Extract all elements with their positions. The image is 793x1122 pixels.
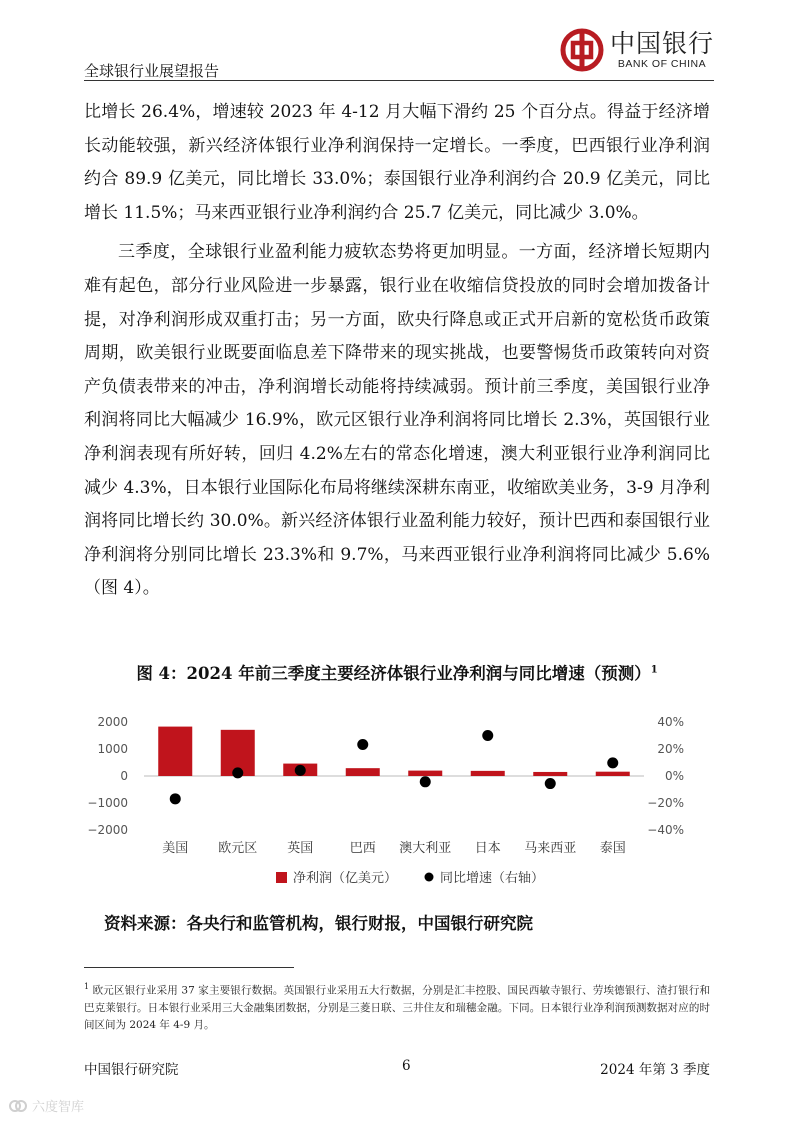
page-number: 6 [402,1058,411,1074]
figure-title-text: 图 4：2024 年前三季度主要经济体银行业净利润与同比增速（预测） [136,664,651,683]
logo-chinese-name: 中国银行 [609,29,714,58]
y-right-tick-label: 0% [664,769,684,783]
paragraph-1: 比增长 26.4%，增速较 2023 年 4-12 月大幅下滑约 25 个百分点。得益于经济增长动能较强，新兴经济体银行业净利润保持一定增长。一季度，巴西银行业净利润约合 89.9 亿美元，同比增长 33.0%；泰国银行业净利润约合 20.9 亿美元，同比增长 11.5%；马来西亚银行业净利润约合 25.7 亿美元，同比减少 3.0%。 [84,102,710,223]
watermark [8,1096,84,1115]
page-header [84,22,714,82]
y-left-tick-label: −2000 [87,823,128,837]
x-category-label: 马来西亚 [524,841,577,856]
logo-english-name: BANK OF CHINA [617,58,707,70]
x-category-label: 日本 [474,841,501,856]
bar-net-profit [346,768,380,776]
bank-of-china-logo [560,22,714,78]
dot-yoy-growth [232,767,243,778]
bar-net-profit [408,771,442,776]
dot-yoy-growth [170,793,181,804]
legend-bar-label: 净利润（亿美元） [293,871,398,886]
x-category-label: 欧元区 [218,841,258,856]
dot-yoy-growth [357,739,368,750]
dot-yoy-growth [545,778,556,789]
x-category-label: 英国 [287,841,314,856]
footnote-rule [84,967,294,968]
y-left-tick-label: 0 [120,769,128,783]
y-right-tick-label: 40% [657,715,684,729]
legend-bar-swatch [276,872,287,883]
bar-net-profit [596,772,630,776]
footnote-marker: 1 [84,982,90,991]
x-category-label: 泰国 [599,841,626,856]
dot-yoy-growth [607,757,618,768]
legend-dot-swatch [425,873,434,882]
watermark-text: 六度智库 [32,1100,85,1115]
y-right-tick-label: −20% [647,796,684,810]
bar-net-profit [471,771,505,776]
footer-org: 中国银行研究院 [84,1062,179,1078]
boc-emblem-icon [560,28,604,72]
x-category-label: 美国 [162,841,189,856]
report-title: 全球银行业展望报告 [84,62,220,80]
data-source: 资料来源：各央行和监管机构，银行财报，中国银行研究院 [104,914,533,933]
y-right-tick-label: −40% [647,823,684,837]
bar-net-profit [158,727,192,776]
footer-period: 2024 年第 3 季度 [600,1062,710,1078]
y-right-tick-label: 20% [657,742,684,756]
dot-yoy-growth [420,776,431,787]
y-left-tick-label: 1000 [97,742,128,756]
footnote [84,978,710,1034]
footnote-text: 欧元区银行业采用 37 家主要银行数据。英国银行业采用五大行数据，分别是汇丰控股、国民西敏寺银行、劳埃德银行、渣打银行和巴克莱银行。日本银行业采用三大金融集团数据，分别是三菱日联、三井住友和瑞穗金融。下同。日本银行业净利润预测数据对应的时间区间为 2024 年 4-9 月。 [84,984,710,1031]
body-text [84,96,710,606]
watermark-logo-icon [8,1099,28,1113]
y-left-tick-label: −1000 [87,796,128,810]
x-category-label: 巴西 [349,841,376,856]
y-left-tick-label: 2000 [97,715,128,729]
net-profit-chart [84,700,710,900]
header-rule [84,80,714,81]
dot-yoy-growth [295,765,306,776]
bar-net-profit [533,772,567,776]
dot-yoy-growth [482,730,493,741]
x-category-label: 澳大利亚 [399,841,452,856]
footnote-ref: 1 [650,664,658,676]
legend-dot-label: 同比增速（右轴） [440,871,545,886]
paragraph-2: 三季度，全球银行业盈利能力疲软态势将更加明显。一方面，经济增长短期内难有起色，部分行业风险进一步暴露，银行业在收缩信贷投放的同时会增加拨备计提，对净利润形成双重打击；另一方面，欧央行降息或正式开启新的宽松货币政策周期，欧美银行业既要面临息差下降带来的现实挑战，也要警惕货币政策转向对资产负债表带来的冲击，净利润增长动能将持续减弱。预计前三季度，美国银行业净利润将同比大幅减少 16.9%，欧元区银行业净利润将同比增长 2.3%，英国银行业净利润表现有所好转，回归 4.2%左右的常态化增速，澳大利亚银行业净利润同比减少 4.3%，日本银行业国际化布局将继续深耕东南亚，收缩欧美业务，3-9 月净利润将同比增长约 30.0%。新兴经济体银行业盈利能力较好，预计巴西和泰国银行业净利润将分别同比增长 23.3%和 9.7%，马来西亚银行业净利润将同比减少 5.6%（图 4）。 [84,242,710,599]
figure-title [84,660,710,684]
